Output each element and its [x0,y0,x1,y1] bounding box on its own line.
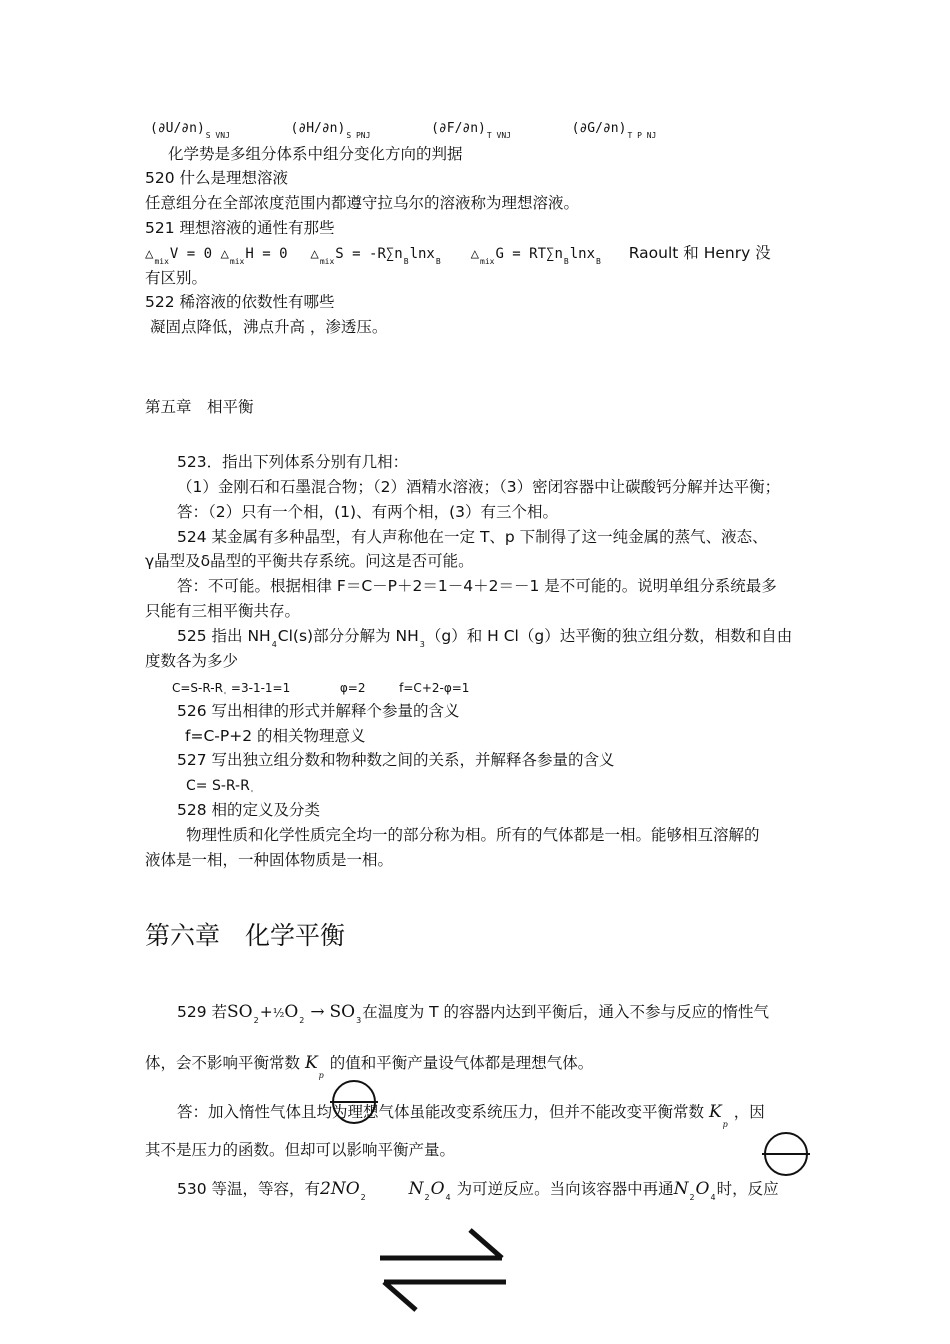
answer-526: f=C-P+2 的相关物理意义 [185,727,366,745]
question-527: 527 写出独立组分数和物种数之间的关系，并解释各参量的含义 [177,751,615,769]
question-529-cont: 体，会不影响平衡常数 $K_p$ 的值和平衡产量设气体都是理想气体。 [145,1053,594,1080]
partial-h: (∂H/∂n) [290,121,346,136]
question-526: 526 写出相律的形式并解释个参量的含义 [177,702,460,720]
answer-528-cont: 液体是一相，一种固体物质是一相。 [145,851,394,869]
question-520: 520 什么是理想溶液 [145,169,289,187]
question-522: 522 稀溶液的依数性有哪些 [145,293,335,311]
question-528: 528 相的定义及分类 [177,801,321,819]
text-line: 化学势是多组分体系中组分变化方向的判据 [168,145,463,163]
question-525: 525 指出 $NH_4Cl(s)$部分分解为 $NH_3(g)$和 H Cl（g）达平衡的独立组分数，相数和自由 [177,627,793,649]
answer-528: 物理性质和化学性质完全均一的部分称为相。所有的气体都是一相。能够相互溶解的 [186,826,760,844]
answer-524: 答：不可能。根据相律 F＝C－P＋2＝1－4＋2＝－1 是不可能的。说明单组分系统最多 [177,577,777,595]
question-529: 529 若$SO_2+\frac{1}{2}O_2 \to SO_3$在温度为 T 的容器内达到平衡后，通入不参与反应的惰性气 [177,1002,770,1025]
standard-state-symbol [330,1078,378,1126]
partial-f: (∂F/∂n) [431,121,486,136]
chapter-6-heading: 第六章 化学平衡 [145,921,346,950]
answer-520: 任意组分在全部浓度范围内都遵守拉乌尔的溶液称为理想溶液。 [145,194,580,212]
question-523: 523．指出下列体系分别有几相： [177,453,409,471]
question-523-items: （1）金刚石和石墨混合物；（2）酒精水溶液；（3）密闭容器中让碳酸钙分解并达平衡； [177,478,781,496]
question-524-cont: γ晶型及δ晶型的平衡共存系统。问这是否可能。 [145,552,474,570]
standard-state-symbol [762,1130,810,1178]
partial-g: (∂G/∂n) [571,121,627,136]
question-530: 530 等温，等容，有$2NO_2$ $N_2O_4$ 为可逆反应。当向该容器中再通$N_2O_4$时，反应 [177,1179,779,1202]
question-524: 524 某金属有多种晶型，有人声称他在一定 T、p 下制得了这一纯金属的蒸气、液态、 [177,528,768,546]
answer-529: 答：加入惰性气体且均为理想气体虽能改变系统压力，但并不能改变平衡常数 $K_p$ ，因 [177,1102,765,1129]
answer-525: $C=S-R-R' =3-1-1=1$ φ=2 f=C+2-φ=1 [172,681,470,700]
answer-523: 答：（2）只有一个相，(1)、有两个相，(3）有三个相。 [177,503,558,521]
mixing-properties-row: $\triangle_{mix}V = 0$ $\triangle_{mix}H = 0$ $\triangle_{mix}S = -R\sum n_B\ln x_B$ $\triangle_{mix}G = RT\sum n_B\ln x_B$ Raoult 和 Henry 没 [145,244,771,266]
answer-522: 凝固点降低，沸点升高 ，渗透压。 [150,318,388,336]
chapter-5-heading: 第五章 相平衡 [145,398,254,416]
question-521: 521 理想溶液的通性有那些 [145,219,335,237]
partial-u: (∂U/∂n) [150,121,205,136]
answer-527: $C= S-R-R'$ [186,778,254,798]
partial-derivative-row: $(\partial U/\partial n)_{S VNJ}$ $(\partial H/\partial n)_{S PNJ}$ $(\partial F/\partial n)_{T VNJ}$ $(\partial G/\partial n)_{T P NJ}$ [150,121,657,140]
equilibrium-arrow-icon [378,1228,508,1312]
text-line: 有区别。 [145,269,208,287]
answer-529-cont: 其不是压力的函数。但却可以影响平衡产量。 [145,1141,456,1159]
question-525-cont: 度数各为多少 [145,652,239,670]
answer-524-cont: 只能有三相平衡共存。 [145,602,301,620]
